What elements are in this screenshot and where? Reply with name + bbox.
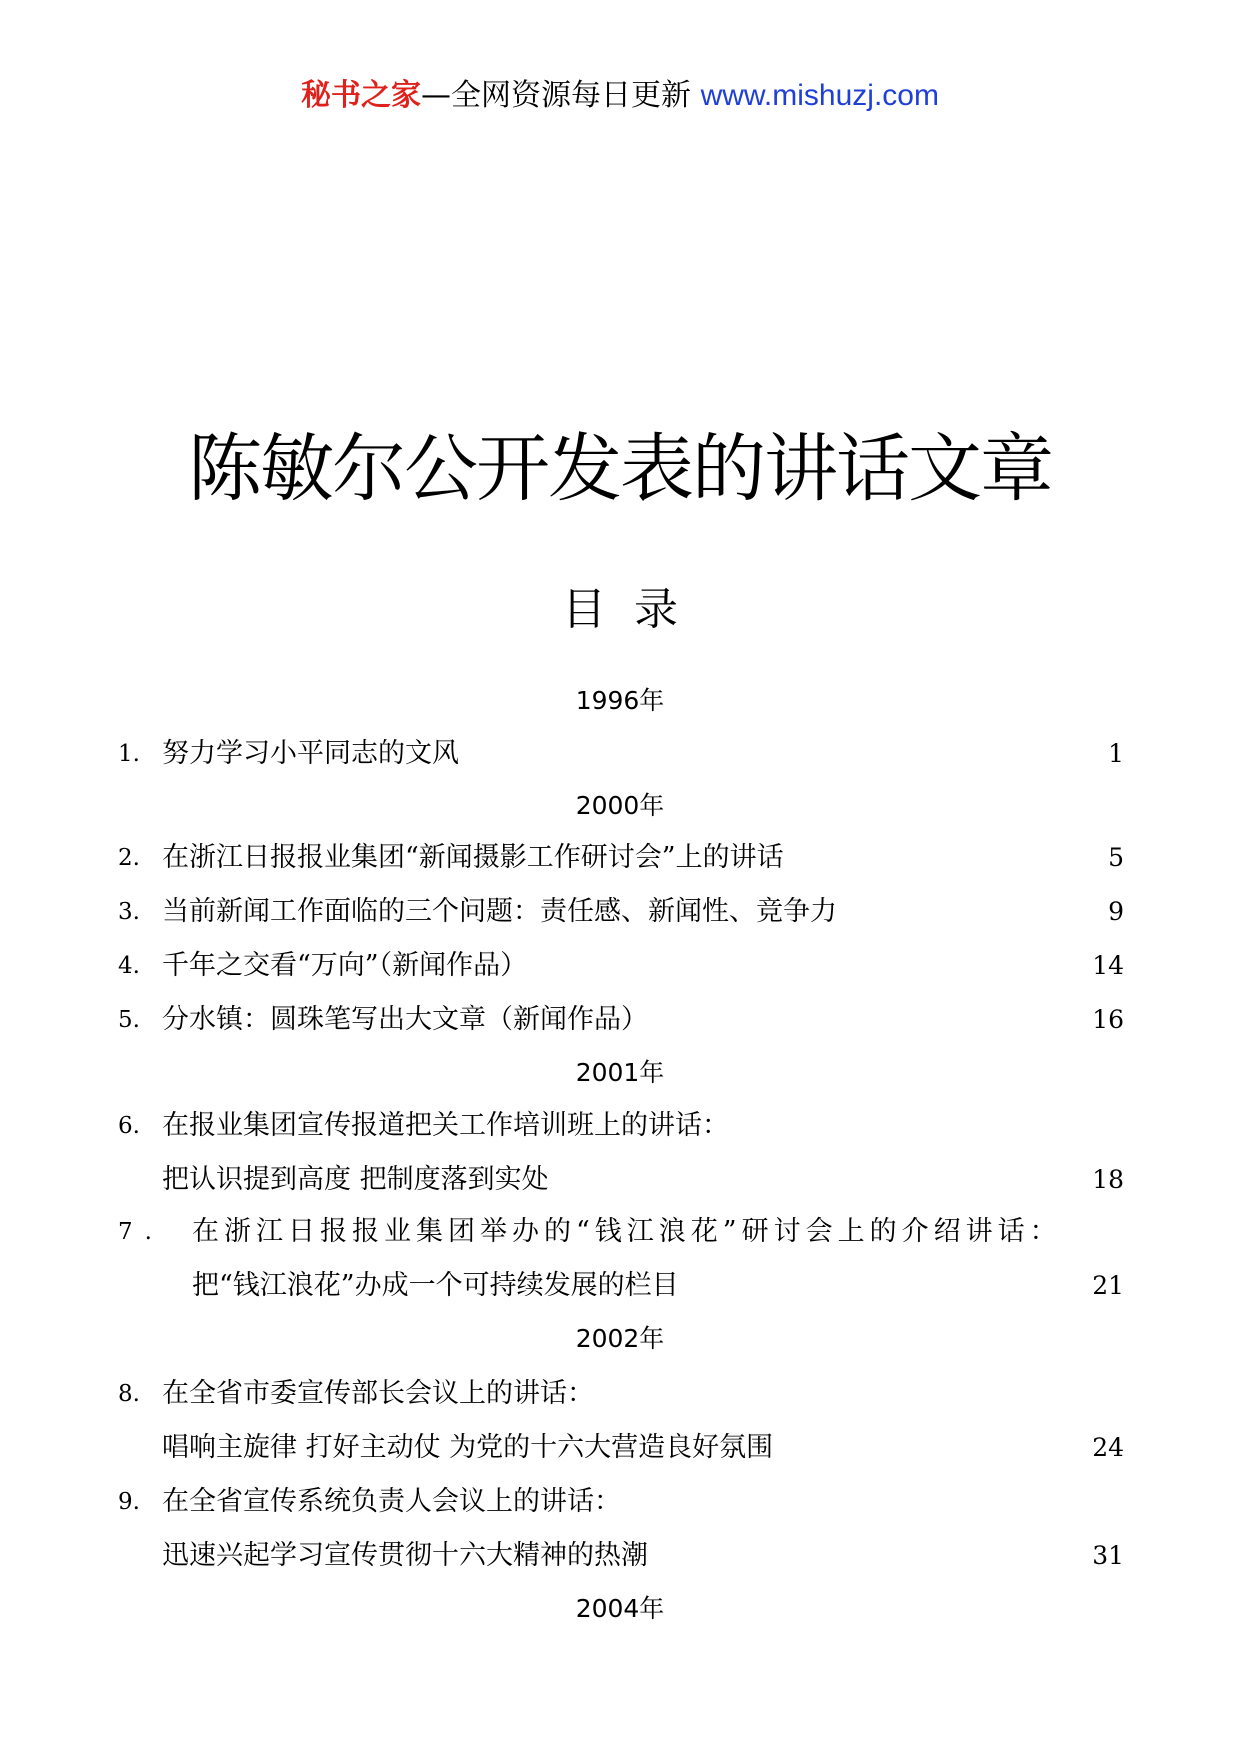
- toc-heading: 目录: [562, 584, 706, 635]
- toc-entry-title: 在全省宣传系统负责人会议上的讲话：: [162, 1486, 621, 1517]
- toc-entry-page: 24: [1092, 1433, 1124, 1462]
- toc-entry-continuation[interactable]: [0, 1536, 1240, 1576]
- toc-entry[interactable]: [0, 946, 1240, 986]
- toc-entry[interactable]: [0, 1482, 1240, 1522]
- toc-entry-number: 1.: [118, 741, 140, 767]
- toc-entry-number: 2.: [118, 845, 140, 871]
- toc-entry[interactable]: [0, 1106, 1240, 1146]
- toc-entry[interactable]: [0, 1000, 1240, 1040]
- toc-entry-number: 5.: [118, 1007, 140, 1033]
- toc-entry-title: 分水镇：圆珠笔写出大文章（新闻作品）: [162, 1004, 648, 1035]
- toc-entry-number: 4.: [118, 953, 140, 979]
- toc-entry-continuation[interactable]: [0, 1428, 1240, 1468]
- site-banner: [0, 76, 1240, 116]
- toc-entry-page: 5: [1108, 843, 1124, 872]
- toc-entry-number: 8.: [118, 1381, 140, 1407]
- toc-entry-subtitle: 唱响主旋律 打好主动仗 为党的十六大营造良好氛围: [162, 1432, 774, 1463]
- toc-entry[interactable]: [0, 734, 1240, 774]
- toc-entry-number: 6.: [118, 1113, 140, 1139]
- toc-entry-number: 7.: [118, 1219, 164, 1245]
- toc-entry-title: 当前新闻工作面临的三个问题：责任感、新闻性、竞争力: [162, 896, 837, 927]
- toc-entry[interactable]: [0, 1212, 1240, 1252]
- banner-tagline: —全网资源每日更新: [421, 78, 692, 113]
- toc-entry-page: 21: [1092, 1271, 1124, 1300]
- toc-entry-number: 9.: [118, 1489, 140, 1515]
- toc-entry-subtitle: 迅速兴起学习宣传贯彻十六大精神的热潮: [162, 1540, 648, 1571]
- toc-entry-page: 9: [1108, 897, 1124, 926]
- toc-year-heading: 2001年: [575, 1058, 665, 1087]
- toc-entry-page: 14: [1092, 951, 1124, 980]
- site-url-link[interactable]: www.mishuzj.com: [700, 79, 939, 112]
- toc-entry-subtitle: 把“钱江浪花”办成一个可持续发展的栏目: [192, 1270, 679, 1301]
- toc-entry-page: 18: [1092, 1165, 1124, 1194]
- toc-entry-continuation[interactable]: [0, 1266, 1240, 1306]
- toc-entry-title: 千年之交看“万向”（新闻作品）: [162, 950, 528, 981]
- toc-entry[interactable]: [0, 892, 1240, 932]
- toc-entry-page: 31: [1092, 1541, 1124, 1570]
- toc-entry-title: 在全省市委宣传部长会议上的讲话：: [162, 1378, 594, 1409]
- toc-year-heading: 2000年: [575, 791, 665, 820]
- toc-entry-subtitle: 把认识提到高度 把制度落到实处: [162, 1164, 549, 1195]
- toc-entry[interactable]: [0, 1374, 1240, 1414]
- toc-entry[interactable]: [0, 838, 1240, 878]
- toc-year-heading: 2002年: [575, 1324, 665, 1353]
- toc-entry-title: 努力学习小平同志的文风: [162, 738, 459, 769]
- toc-entry-page: 16: [1092, 1005, 1124, 1034]
- toc-entry-number: 3.: [118, 899, 140, 925]
- toc-year-heading: 2004年: [575, 1594, 665, 1623]
- toc-entry-page: 1: [1108, 739, 1124, 768]
- toc-entry-title: 在浙江日报报业集团举办的“钱江浪花”研讨会上的介绍讲话：: [192, 1216, 1062, 1247]
- toc-entry-title: 在报业集团宣传报道把关工作培训班上的讲话：: [162, 1110, 729, 1141]
- brand-name: 秘书之家: [301, 78, 422, 113]
- toc-entry-title: 在浙江日报报业集团“新闻摄影工作研讨会”上的讲话: [162, 842, 784, 873]
- document-title: 陈敏尔公开发表的讲话文章: [188, 426, 1052, 512]
- toc-year-heading: 1996年: [575, 686, 665, 715]
- toc-entry-continuation[interactable]: [0, 1160, 1240, 1200]
